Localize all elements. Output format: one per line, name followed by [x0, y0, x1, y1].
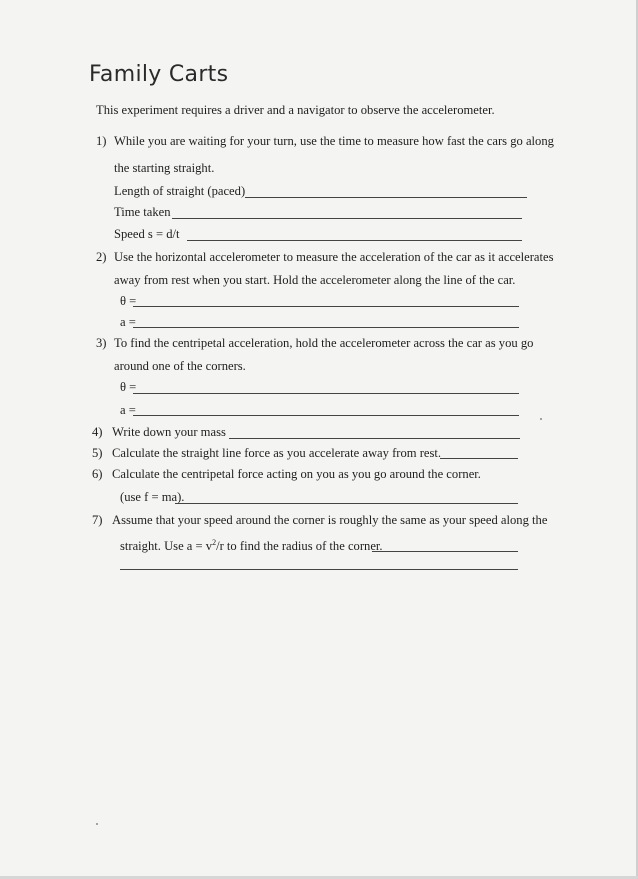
question-5-text: Calculate the straight line force as you accelerate away from rest. — [112, 446, 442, 460]
centripetal-force-answer-line[interactable] — [175, 503, 518, 504]
page-title: Family Carts — [89, 62, 229, 87]
speed-answer-line[interactable] — [187, 240, 522, 241]
length-of-straight-label: Length of straight (paced) — [114, 184, 246, 198]
radius-answer-line[interactable] — [372, 551, 518, 552]
radius-extra-answer-line[interactable] — [120, 569, 518, 570]
q2-a-answer-line[interactable] — [133, 327, 519, 328]
question-3-number: 3) — [96, 336, 107, 350]
question-4-text: Write down your mass — [112, 425, 226, 439]
question-2-text-line1: Use the horizontal accelerometer to measure the acceleration of the car as it accelerates — [114, 250, 554, 264]
question-7-number: 7) — [92, 513, 103, 527]
question-2-text-line2: away from rest when you start. Hold the accelerometer along the line of the car. — [114, 273, 516, 287]
question-7-text-line1: Assume that your speed around the corner is roughly the same as your speed along the — [112, 513, 548, 527]
question-6-number: 6) — [92, 467, 103, 481]
q7-squared-superscript: 2 — [212, 538, 217, 547]
scan-speck-bottom — [96, 823, 98, 825]
question-6-text-line2: (use f = ma). — [120, 490, 185, 504]
mass-answer-line[interactable] — [229, 438, 520, 439]
question-3-text-line2: around one of the corners. — [114, 359, 246, 373]
question-1-number: 1) — [96, 134, 107, 148]
question-4-number: 4) — [92, 425, 103, 439]
q2-theta-label: θ = — [120, 294, 137, 308]
q2-a-label: a = — [120, 315, 136, 329]
q3-a-answer-line[interactable] — [133, 415, 519, 416]
q7-line2-pre: straight. Use a = v — [120, 539, 213, 553]
q2-theta-answer-line[interactable] — [133, 306, 519, 307]
q7-line2-post: /r to find the radius of the corner. — [216, 539, 383, 553]
question-1-text-line2: the starting straight. — [114, 161, 215, 175]
q3-theta-label: θ = — [120, 380, 137, 394]
question-3-text-line1: To find the centripetal acceleration, hold the accelerometer across the car as you go — [114, 336, 534, 350]
speed-label: Speed s = d/t — [114, 227, 180, 241]
intro-text: This experiment requires a driver and a navigator to observe the accelerometer. — [96, 103, 495, 117]
length-of-straight-answer-line[interactable] — [245, 197, 527, 198]
q3-theta-answer-line[interactable] — [133, 393, 519, 394]
time-taken-answer-line[interactable] — [172, 218, 522, 219]
scan-speck — [540, 418, 542, 420]
q3-a-label: a = — [120, 403, 136, 417]
question-7-text-line2 — [120, 538, 383, 554]
question-6-text-line1: Calculate the centripetal force acting on you as you go around the corner. — [112, 467, 481, 481]
time-taken-label: Time taken — [114, 205, 171, 219]
question-2-number: 2) — [96, 250, 107, 264]
straight-force-answer-line[interactable] — [440, 458, 518, 459]
question-5-number: 5) — [92, 446, 103, 460]
question-1-text-line1: While you are waiting for your turn, use the time to measure how fast the cars go along — [114, 134, 554, 148]
